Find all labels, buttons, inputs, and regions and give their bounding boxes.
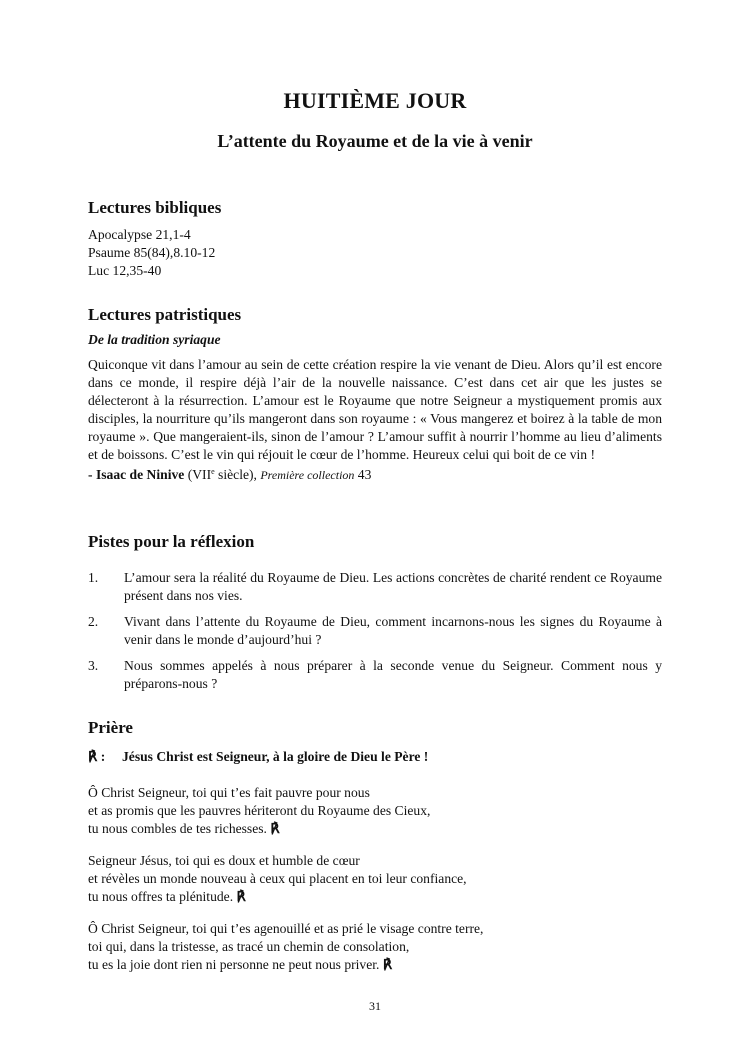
response-symbol-icon: ℟ : xyxy=(88,749,106,764)
quote-attribution xyxy=(88,467,371,483)
response-text: Jésus Christ est Seigneur, à la gloire de Dieu le Père ! xyxy=(122,749,429,764)
stanza-line: Ô Christ Seigneur, toi qui t’es agenouillé et as prié le visage contre terre, xyxy=(88,921,484,936)
patristic-source-subheading: De la tradition syriaque xyxy=(88,332,221,347)
attribution-dash: - xyxy=(88,467,96,482)
prayer-stanza xyxy=(88,852,467,906)
item-text: L’amour sera la réalité du Royaume de Dieu. Les actions concrètes de charité rendent ce Royaume présent dans nos vies. xyxy=(124,570,662,603)
list-item xyxy=(88,613,662,649)
bible-references xyxy=(88,226,215,280)
stanza-line: tu nous combles de tes richesses. xyxy=(88,821,271,836)
stanza-line: tu es la joie dont rien ni personne ne peut nous priver. xyxy=(88,957,383,972)
stanza-line: toi qui, dans la tristesse, as tracé un chemin de consolation, xyxy=(88,939,410,954)
bible-reference: Apocalypse 21,1-4 xyxy=(88,227,191,242)
item-text: Vivant dans l’attente du Royaume de Dieu, comment incarnons-nous les signes du Royaume à venir dans le monde d’aujourd’hui ? xyxy=(124,614,662,647)
attribution-century: (VII xyxy=(184,467,212,482)
prayer-stanza xyxy=(88,784,430,838)
stanza-line: et as promis que les pauvres hériteront du Royaume des Cieux, xyxy=(88,803,431,818)
prayer-response xyxy=(88,749,428,765)
page-number: 31 xyxy=(369,999,381,1013)
attribution-ref: 43 xyxy=(354,467,372,482)
heading-priere: Prière xyxy=(88,718,133,737)
heading-lectures-bibliques: Lectures bibliques xyxy=(88,198,222,217)
list-item xyxy=(88,569,662,605)
response-mark-icon: ℟ xyxy=(236,889,246,904)
item-number: 1. xyxy=(88,570,99,585)
prayer-stanza xyxy=(88,920,483,974)
response-mark-icon: ℟ xyxy=(270,821,280,836)
reflection-list xyxy=(88,569,662,701)
bible-reference: Luc 12,35-40 xyxy=(88,263,162,278)
page-title: HUITIÈME JOUR xyxy=(283,88,467,113)
attribution-century-suffix: siècle), xyxy=(214,467,261,482)
response-mark-icon: ℟ xyxy=(382,957,393,972)
heading-pistes: Pistes pour la réflexion xyxy=(88,532,255,551)
patristic-quote xyxy=(88,356,662,464)
item-number: 2. xyxy=(88,614,99,629)
attribution-century-sup: e xyxy=(211,467,215,476)
quote-text: Quiconque vit dans l’amour au sein de cette création respire la vie venant de Dieu. Alors qu’il est encore dans ce monde, il respire déjà l’air de la nouvelle naissance. C’est dans cet air que les justes se délecteront à la résurrection. L’amour est le Royaume que notre Seigneur a mystiquement promis aux disciples, la nourriture qu’ils mangeront dans son royaume : « Vous mangerez et boirez à la table de mon royaume ». Que mangeraient-ils, sinon de l’amour ? L’amour suffit à nourrir l’homme au lieu d’aliments et de boissons. C’est le vin qui réjouit le cœur de l’homme. Heureux celui qui boit de ce vin ! xyxy=(88,357,662,462)
heading-lectures-patristiques: Lectures patristiques xyxy=(88,305,242,324)
item-text: Nous sommes appelés à nous préparer à la seconde venue du Seigneur. Comment nous y préparons-nous ? xyxy=(124,658,662,691)
list-item xyxy=(88,657,662,693)
attribution-author: Isaac de Ninive xyxy=(95,467,185,482)
bible-reference: Psaume 85(84),8.10-12 xyxy=(88,245,216,260)
stanza-line: et révèles un monde nouveau à ceux qui placent en toi leur confiance, xyxy=(88,871,467,886)
page-subtitle: L’attente du Royaume et de la vie à venir xyxy=(217,131,533,151)
item-number: 3. xyxy=(88,658,99,673)
stanza-line: tu nous offres ta plénitude. xyxy=(88,889,237,904)
attribution-work: Première collection xyxy=(260,468,355,482)
stanza-line: Seigneur Jésus, toi qui es doux et humble de cœur xyxy=(88,853,360,868)
stanza-line: Ô Christ Seigneur, toi qui t’es fait pauvre pour nous xyxy=(88,785,370,800)
